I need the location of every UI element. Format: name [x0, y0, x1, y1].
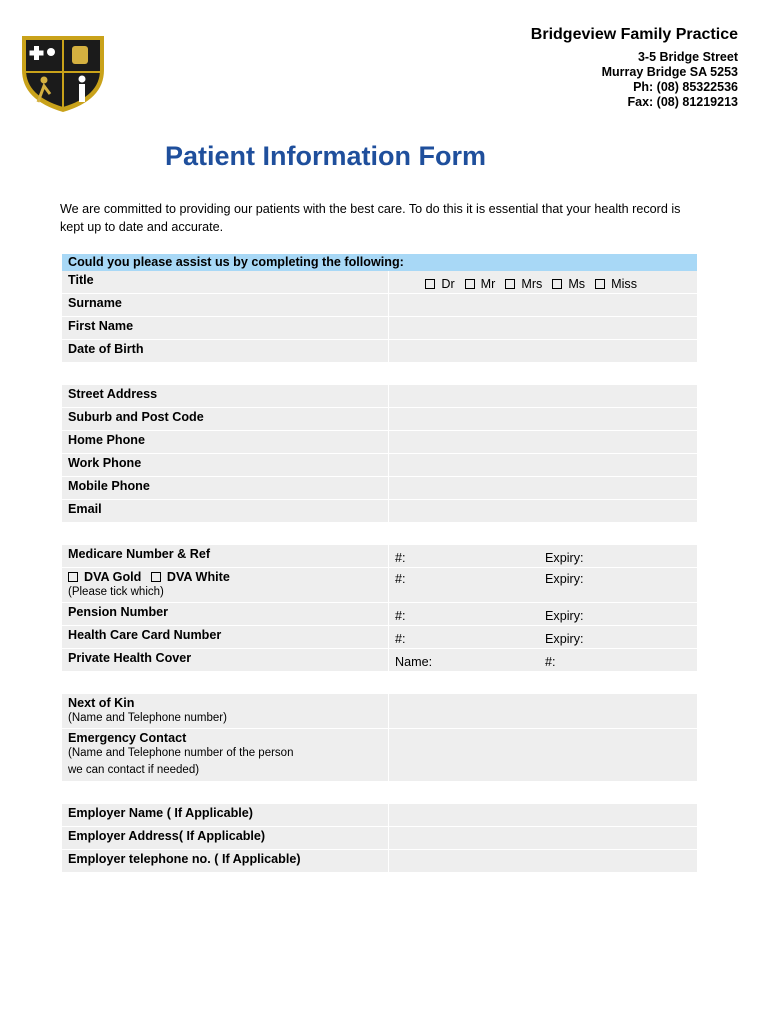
- health-care-label: Health Care Card Number: [62, 626, 389, 648]
- practice-address-line1: 3-5 Bridge Street: [637, 50, 738, 64]
- title-option-mrs[interactable]: Mrs: [505, 277, 542, 291]
- section-header: Could you please assist us by completing the following:: [62, 254, 697, 271]
- form-row-dva: [62, 568, 697, 603]
- title-option-miss[interactable]: Miss: [595, 277, 637, 291]
- form-row-health-care: [62, 626, 697, 649]
- employer-address-label: Employer Address( If Applicable): [62, 827, 389, 849]
- checkbox-icon[interactable]: [595, 279, 605, 289]
- suburb-label: Suburb and Post Code: [62, 408, 389, 430]
- title-option-ms[interactable]: Ms: [552, 277, 585, 291]
- employer-phone-field[interactable]: [389, 850, 697, 872]
- home-phone-field[interactable]: [389, 431, 697, 453]
- form-row-next-of-kin: [62, 694, 697, 729]
- mobile-phone-field[interactable]: [389, 477, 697, 499]
- practice-details: [531, 26, 738, 110]
- checkbox-icon[interactable]: [425, 279, 435, 289]
- form-row-employer-name: [62, 804, 697, 827]
- medical-shield-logo: [18, 32, 108, 114]
- medicare-number-label: #:: [395, 551, 406, 565]
- form-row-work-phone: [62, 454, 697, 477]
- form-row-mobile-phone: [62, 477, 697, 500]
- form-title: Patient Information Form: [165, 141, 487, 171]
- title-options: [389, 271, 697, 293]
- form-row-title: [62, 271, 697, 294]
- pension-field[interactable]: [389, 603, 697, 625]
- title-option-dr[interactable]: Dr: [425, 277, 454, 291]
- checkbox-icon[interactable]: [505, 279, 515, 289]
- home-phone-label: Home Phone: [62, 431, 389, 453]
- dva-gold-option[interactable]: DVA Gold: [68, 570, 141, 584]
- emergency-note-line1: (Name and Telephone number of the person: [68, 747, 294, 759]
- practice-name: Bridgeview Family Practice: [530, 26, 738, 43]
- street-label: Street Address: [62, 385, 389, 407]
- dva-label: [62, 568, 389, 602]
- medicare-expiry-label: Expiry:: [545, 551, 584, 565]
- checkbox-icon[interactable]: [68, 572, 78, 582]
- surname-label: Surname: [62, 294, 389, 316]
- next-of-kin-field[interactable]: [389, 694, 697, 728]
- dob-label: Date of Birth: [62, 340, 389, 362]
- private-health-label: Private Health Cover: [62, 649, 389, 671]
- surname-field[interactable]: [389, 294, 697, 316]
- emergency-note-line2: we can contact if needed): [68, 764, 200, 776]
- form-row-employer-address: [62, 827, 697, 850]
- form-row-private-health: [62, 649, 697, 672]
- title-label: Title: [62, 271, 389, 293]
- checkbox-icon[interactable]: [465, 279, 475, 289]
- form-row-first-name: [62, 317, 697, 340]
- patient-form: [62, 254, 697, 873]
- form-row-street: [62, 385, 697, 408]
- employer-name-field[interactable]: [389, 804, 697, 826]
- practice-phone: Ph: (08) 85322536: [633, 80, 738, 94]
- form-row-email: [62, 500, 697, 523]
- first-name-label: First Name: [62, 317, 389, 339]
- first-name-field[interactable]: [389, 317, 697, 339]
- medicare-field[interactable]: [389, 545, 697, 567]
- email-label: Email: [62, 500, 389, 522]
- form-row-home-phone: [62, 431, 697, 454]
- health-care-field[interactable]: [389, 626, 697, 648]
- mobile-phone-label: Mobile Phone: [62, 477, 389, 499]
- employer-phone-label: Employer telephone no. ( If Applicable): [62, 850, 389, 872]
- intro-text: We are committed to providing our patients with the best care. To do this it is essential that your health record is kept up to date and accurate.: [60, 202, 681, 234]
- emergency-field[interactable]: [389, 729, 697, 781]
- title-option-mr[interactable]: Mr: [465, 277, 496, 291]
- health-care-number-label: #:: [395, 632, 406, 646]
- next-of-kin-note: (Name and Telephone number): [68, 712, 227, 724]
- tick-note: (Please tick which): [68, 586, 164, 598]
- dva-number-label: #:: [395, 572, 406, 586]
- employer-name-label: Employer Name ( If Applicable): [62, 804, 389, 826]
- pension-expiry-label: Expiry:: [545, 609, 584, 623]
- private-health-number-label: #:: [545, 655, 556, 669]
- medicare-label: Medicare Number & Ref: [62, 545, 389, 567]
- street-field[interactable]: [389, 385, 697, 407]
- dva-field[interactable]: [389, 568, 697, 602]
- form-row-dob: [62, 340, 697, 363]
- form-row-medicare: [62, 545, 697, 568]
- pension-number-label: #:: [395, 609, 406, 623]
- pension-label: Pension Number: [62, 603, 389, 625]
- work-phone-field[interactable]: [389, 454, 697, 476]
- dva-expiry-label: Expiry:: [545, 572, 584, 586]
- emergency-label: Emergency Contact (Name and Telephone number of the person we can contact if needed): [62, 729, 389, 781]
- next-of-kin-label: Next of Kin (Name and Telephone number): [62, 694, 389, 728]
- checkbox-icon[interactable]: [552, 279, 562, 289]
- checkbox-icon[interactable]: [151, 572, 161, 582]
- suburb-field[interactable]: [389, 408, 697, 430]
- form-row-emergency: [62, 729, 697, 782]
- private-health-field[interactable]: [389, 649, 697, 671]
- private-health-name-label: Name:: [395, 655, 433, 669]
- practice-fax: Fax: (08) 81219213: [627, 95, 738, 109]
- form-row-surname: [62, 294, 697, 317]
- dob-field[interactable]: [389, 340, 697, 362]
- form-row-pension: [62, 603, 697, 626]
- email-field[interactable]: [389, 500, 697, 522]
- health-care-expiry-label: Expiry:: [545, 632, 584, 646]
- employer-address-field[interactable]: [389, 827, 697, 849]
- form-row-suburb: [62, 408, 697, 431]
- form-row-employer-phone: [62, 850, 697, 873]
- practice-address-line2: Murray Bridge SA 5253: [601, 65, 738, 79]
- dva-white-option[interactable]: DVA White: [166, 570, 230, 584]
- work-phone-label: Work Phone: [62, 454, 389, 476]
